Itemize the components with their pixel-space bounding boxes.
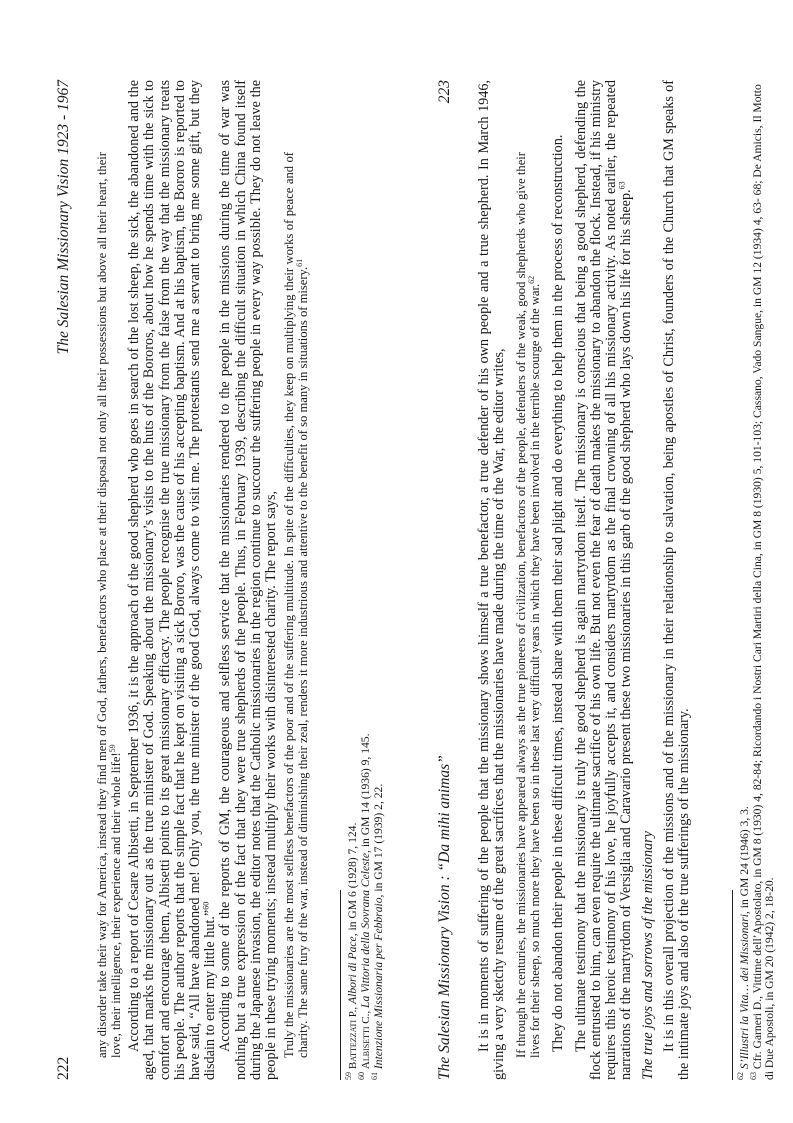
left-paragraph-2: According to some of the reports of GM, the courageous and selfless service that the missionaries rendered to the people in the missions during the time of war was nothing but a true expression of the fact that they were true shepherds of the people. Thus, in February 1939, describing the difficult situation in which China found itself during the Japanese invasion, the editor notes that the Catholic missionaries in the region continue to succour the suffering people in every way possible. They do not leave the people in these trying moments; instead multiply their works with disinterested charity. The report says, <box>217 80 280 1080</box>
left-page-number: 222 <box>55 1056 72 1080</box>
left-page-header <box>56 80 78 1080</box>
footnote-60: $^{60}$ Albisetti C., La Vittoria della Sovrana Celeste, in GM 14 (1936) 9, 145. <box>357 733 372 1080</box>
right-paragraph-2: They do not abandon their people in these difficult times, instead share with them their sad plight and do everything to help them in the process of reconstruction. <box>549 134 566 1052</box>
footnote-61: $^{61}$ Intenzione Missionaria per Febbraio, in GM 17 (1939) 2, 22. <box>369 783 385 1080</box>
footnote-63: $^{63}$ Cfr. Garneri D., Vittime dell’Apostolato, in GM 8 (1930) 4, 82-84; Ricordando i Nostri Cari Martiri della Cina, in GM 8 (1930) 5, 101-103; Cassano, Vado Sangue, in GM 12 (1934) 4, 63- 68; De Amicis, Il Motto di Due Apostoli, in GM 20 (1942) 2, 18-20. <box>748 84 777 1080</box>
left-quote-1: any disorder take their way for America, instead they find men of God, fathers, benefactors who place at their disposal not only all their possessions but above all their heart, their love, their intelligence, their experience and their whole life!$^{59}$ <box>95 152 123 1058</box>
right-footnote-rule <box>732 890 733 1080</box>
left-quote-2: Truly the missionaries are the most selfless benefactors of the poor and of the suffering multitude. In spite of the difficulties, they keep on multiplying their works of peace and of charity. The same fury of the war, instead of diminishing their zeal, renders it more industrious and attentive to the benefit of so many in situations of misery.$^{61}$ <box>282 152 310 1058</box>
right-page <box>437 80 777 1080</box>
right-running-head: The Salesian Missionary Vision : “Da mihi animas” <box>436 755 453 1080</box>
right-paragraph-4: It is in this overall projection of the missions and of the missionary in their relationship to salvation, being apostles of Christ, founders of the Church that GM speaks of the intimate joys and also of the true sufferings of the missionary. <box>660 80 693 1080</box>
left-paragraph-1: According to a report of Cesare Albisetti, in September 1936, it is the approach of the good shepherd who goes in search of the lost sheep, the sick, the abandoned and the aged, that marks the missionary out as the true minister of God. Speaking about the missionary’s visits to the huts of the Bororos, about how he spends time with the sick to comfort and encourage them, Albisetti points to its great missionary efficacy. The people recognise the true missionary from the false from the way that the missionary treats his people. The author reports that the simple fact that he kept on visiting a sick Bororo, was the cause of his accepting baptism. And at his baptism, the Bororo is reported to have said, “All have abandoned me! Only you, the true minister of the good God, always come to visit me. The protestants send me a servant to bring me some gift, but they disdain to enter my little hut.”$^{60}$ <box>126 80 219 1080</box>
footnote-ref-62: 62 <box>526 275 536 284</box>
section-heading: The true joys and sorrows of the missionary <box>639 831 656 1080</box>
footnote-ref-60: 60 <box>201 901 211 910</box>
left-footnote-rule <box>340 890 341 1080</box>
right-paragraph-1: It is in moments of suffering of the people that the missionary shows himself a true benefactor, a true defender of his own people and a true shepherd. In March 1946, giving a very sketchy resume of the great sacrifices that the missionaries have made during the time of the War, the editor writes, <box>476 80 508 1080</box>
right-page-number: 223 <box>436 80 453 104</box>
right-page-header <box>437 80 459 1080</box>
footnote-ref-59: 59 <box>107 744 117 753</box>
right-quote-1: If through the centuries, the missionaries have appeared always as the true pioneers of civilization, benefactors of the people, defenders of the weak, good shepherds who give their lives for their sheep, so much more they have been so in these last very difficult years in which they have been involved in the terrible scourge of the war.$^{62}$ <box>514 152 542 1058</box>
footnote-ref-63: 63 <box>617 181 627 190</box>
footnote-62: $^{62}$ S’Illustri la Vita… dei Missionari, in GM 24 (1946) 3, 3. <box>736 806 752 1080</box>
footnote-59: $^{59}$ Battezzati P., Albori di Pace, in GM 6 (1928) 7, 124. <box>344 822 360 1080</box>
right-paragraph-3: The ultimate testimony that the missionary is truly the good shepherd is again martyrdom itself. The missionary is conscious that being a good shepherd, defending the flock entrusted to him, can even require the ultimate sacrifice of his own life. But not even the fear of death makes the missionary to abandon the flock. Instead, if his ministry requires this heroic testimony of his love, he joyfully accepts it, and considers martyrdom as the final crowning of all his missionary activity. As noted earlier, the repeated narrations of the martyrdom of Versiglia and Caravario present these two missionaries in this garb of the good shepherd who lays down his life for his sheep.$^{63}$ <box>572 80 635 1080</box>
left-running-head: The Salesian Missionary Vision 1923 - 1967 <box>55 80 72 355</box>
left-page <box>56 80 385 1080</box>
footnote-ref-61: 61 <box>294 258 304 267</box>
